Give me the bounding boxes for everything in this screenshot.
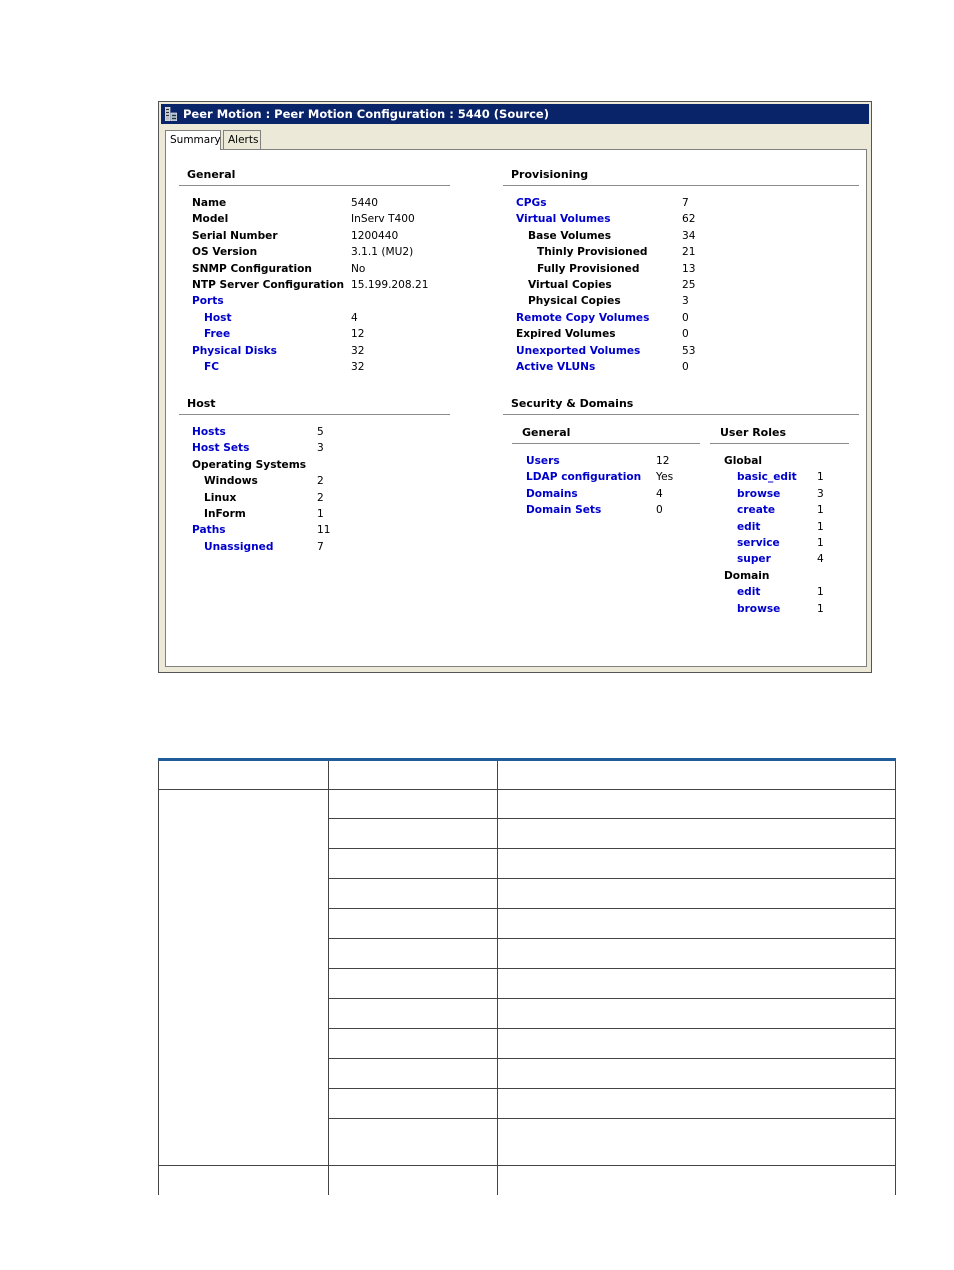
table-row-rule [328,1118,896,1119]
link-service[interactable]: service [737,537,780,549]
value-host-sets: 3 [317,442,324,455]
tab-summary[interactable]: Summary [165,130,221,150]
link-hosts[interactable]: Hosts [192,426,226,438]
value-cpgs: 7 [682,197,689,209]
link-host-sets[interactable]: Host Sets [192,442,250,455]
label-inform: InForm [204,508,246,520]
security-general-heading: General [522,426,571,439]
value-basic-edit: 1 [817,471,824,484]
label-operating-systems: Operating Systems [192,458,307,471]
label-snmp-configuration: SNMP Configuration [192,262,312,275]
link-fc[interactable]: FC [204,361,220,373]
link-super[interactable]: super [737,553,771,566]
value-paths: 11 [317,524,331,537]
label-virtual-copies: Virtual Copies [528,279,612,291]
value-ldap-configuration: Yes [656,471,674,484]
summary-panel [165,149,867,667]
general-divider [179,185,450,186]
link-basic-edit[interactable]: basic_edit [737,471,797,484]
value-model: InServ T400 [351,213,415,226]
label-serial-number: Serial Number [192,229,278,242]
link-unexported-volumes[interactable]: Unexported Volumes [516,344,641,357]
table-row-rule [328,1088,896,1089]
value-edit: 1 [817,520,824,533]
value-os-version: 3.1.1 (MU2) [351,246,414,259]
table-row-rule [328,998,896,999]
value-browse: 3 [817,487,824,500]
value-physical-disks: 32 [351,344,365,357]
value-browse: 1 [817,602,824,615]
link-unassigned[interactable]: Unassigned [204,540,274,553]
value-domains: 4 [656,487,663,500]
value-unassigned: 7 [317,540,324,553]
link-ldap-configuration[interactable]: LDAP configuration [526,471,642,484]
link-active-vluns[interactable]: Active VLUNs [516,361,596,373]
security-divider [503,414,859,415]
link-paths[interactable]: Paths [192,524,226,537]
link-host[interactable]: Host [204,311,232,324]
link-remote-copy-volumes[interactable]: Remote Copy Volumes [516,311,650,324]
value-hosts: 5 [317,426,324,438]
table-row-rule [328,818,896,819]
table-row-rule [328,968,896,969]
value-serial-number: 1200440 [351,229,399,242]
tab-alerts[interactable]: Alerts [223,130,261,149]
link-create[interactable]: create [737,504,776,517]
value-inform: 1 [317,508,324,520]
table-header-rule [158,789,896,790]
value-name: 5440 [351,197,378,209]
value-virtual-copies: 25 [682,279,696,291]
label-domain: Domain [724,569,770,582]
value-create: 1 [817,504,824,517]
general-heading: General [187,168,236,181]
link-free[interactable]: Free [204,328,231,341]
user-roles-heading: User Roles [720,426,786,439]
link-edit[interactable]: edit [737,586,761,599]
value-active-vluns: 0 [682,361,689,373]
link-edit[interactable]: edit [737,520,761,533]
label-expired-volumes: Expired Volumes [516,328,616,341]
table-column-rule [158,761,159,1195]
link-ports[interactable]: Ports [192,295,224,308]
value-expired-volumes: 0 [682,328,689,341]
label-model: Model [192,213,229,226]
value-linux: 2 [317,491,324,504]
value-thinly-provisioned: 21 [682,246,696,259]
table-column-rule [328,761,329,1195]
user-roles-divider [710,443,849,444]
provisioning-divider [503,185,859,186]
value-super: 4 [817,553,824,566]
table-row-rule [328,938,896,939]
link-domain-sets[interactable]: Domain Sets [526,504,602,517]
link-domains[interactable]: Domains [526,487,578,500]
value-free: 12 [351,328,365,341]
app-window-icon [165,107,177,121]
value-windows: 2 [317,475,324,488]
provisioning-heading: Provisioning [511,168,589,181]
link-cpgs[interactable]: CPGs [516,197,547,209]
label-os-version: OS Version [192,246,258,259]
table-row-rule [328,1058,896,1059]
value-remote-copy-volumes: 0 [682,311,689,324]
table-column-rule [895,761,896,1195]
link-virtual-volumes[interactable]: Virtual Volumes [516,213,611,226]
label-thinly-provisioned: Thinly Provisioned [537,246,648,259]
table-column-rule [497,761,498,1195]
value-ntp-server-configuration: 15.199.208.21 [351,279,429,291]
label-name: Name [192,197,227,209]
host-heading: Host [187,397,216,410]
label-global: Global [724,455,762,467]
value-fc: 32 [351,361,365,373]
value-fully-provisioned: 13 [682,262,696,275]
link-physical-disks[interactable]: Physical Disks [192,344,277,357]
security-heading: Security & Domains [511,397,634,410]
label-base-volumes: Base Volumes [528,229,612,242]
value-domain-sets: 0 [656,504,663,517]
table-row-rule [328,878,896,879]
label-linux: Linux [204,491,237,504]
table-row-rule [328,1165,896,1166]
label-fully-provisioned: Fully Provisioned [537,262,640,275]
link-browse[interactable]: browse [737,487,781,500]
value-base-volumes: 34 [682,229,696,242]
link-users[interactable]: Users [526,455,560,467]
value-service: 1 [817,537,824,549]
label-physical-copies: Physical Copies [528,295,621,308]
value-snmp-configuration: No [351,262,366,275]
link-browse[interactable]: browse [737,602,781,615]
table-row-rule [328,1028,896,1029]
security-general-divider [512,443,700,444]
label-ntp-server-configuration: NTP Server Configuration [192,279,345,291]
table-top-rule [158,758,896,761]
table-row-rule [328,908,896,909]
table-row-rule [328,848,896,849]
window-title: Peer Motion : Peer Motion Configuration : 5440 (Source) [183,107,549,121]
value-users: 12 [656,455,670,467]
value-physical-copies: 3 [682,295,689,308]
value-virtual-volumes: 62 [682,213,696,226]
value-host: 4 [351,311,358,324]
peer-motion-window [158,101,872,673]
table-group-rule [158,1165,328,1166]
host-divider [179,414,450,415]
window-titlebar[interactable] [161,104,869,124]
value-unexported-volumes: 53 [682,344,696,357]
value-edit: 1 [817,586,824,599]
label-windows: Windows [204,475,258,488]
